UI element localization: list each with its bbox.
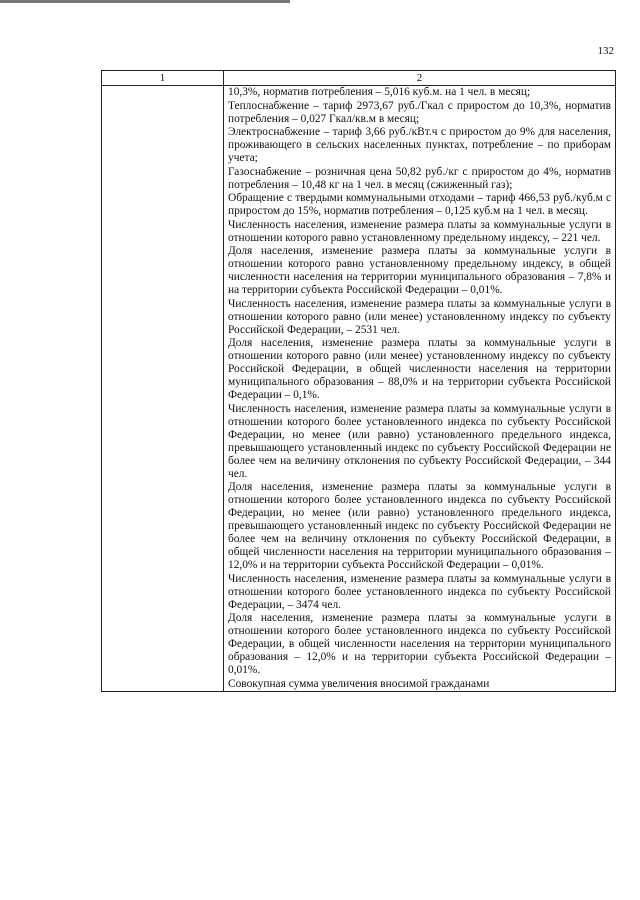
document-table	[101, 70, 616, 692]
empty-cell	[102, 86, 224, 692]
paragraph-water-norm: 10,3%, норматив потребления – 5,016 куб.м. на 1 чел. в месяц;	[228, 86, 531, 98]
table-row	[102, 86, 616, 692]
paragraph-population-below-index: Численность населения, изменение размера платы за коммунальные услуги в отношении которого равно (или менее) установленному индексу по субъекту Российской Федерации, – 2531 чел.	[228, 297, 611, 336]
paragraph-population-above-index: Численность населения, изменение размера платы за коммунальные услуги в отношении которого более установленного индекса по субъекту Российской Федерации, – 3474 чел.	[228, 572, 611, 611]
paragraph-share-equal-limit: Доля населения, изменение размера платы за коммунальные услуги в отношении которого равно установленному предельному индексу, в общей численности населения на территории муниципального образования – 7,8% и на территории субъекта Российской Федерации – 0,01%.	[228, 245, 611, 296]
page-number: 132	[597, 45, 614, 57]
paragraph-total-increase: Совокупная сумма увеличения вносимой гражданами	[228, 677, 490, 690]
paragraph-share-below-index: Доля населения, изменение размера платы за коммунальные услуги в отношении которого равно (или менее) установленному индексу по субъекту Российской Федерации, в общей численности населения на территории муниципального образования – 88,0% и на территории субъекта Российской Федерации – 0,1%.	[228, 337, 611, 401]
content-cell	[224, 86, 616, 692]
paragraph-heating: Теплоснабжение – тариф 2973,67 руб./Гкал с приростом до 10,3%, норматив потребления – 0,027 Гкал/кв.м в месяц;	[228, 99, 611, 125]
paragraph-gas: Газоснабжение – розничная цена 50,82 руб./кг с приростом до 4%, норматив потребления – 10,48 кг на 1 чел. в месяц (сжиженный газ);	[228, 165, 611, 191]
paragraph-population-equal-limit: Численность населения, изменение размера платы за коммунальные услуги в отношении которого равно установленному предельному индексу, – 221 чел.	[228, 218, 611, 244]
top-rule	[0, 0, 290, 3]
column-header-2: 2	[224, 71, 616, 86]
paragraph-population-above-index-within-deviation: Численность населения, изменение размера платы за коммунальные услуги в отношении которого более установленного индекса по субъекту Российской Федерации, но менее (или равно) установленного предельного индекса, превышающего установленный индекс по субъекту Российской Федерации не более чем на величину отклонения по субъекту Российской Федерации, – 344 чел.	[228, 402, 611, 480]
paragraph-share-above-index-within-deviation: Доля населения, изменение размера платы за коммунальные услуги в отношении которого более установленного индекса по субъекту Российской Федерации, но менее (или равно) установленного предельного индекса, превышающего установленный индекс по субъекту Российской Федерации не более чем на величину отклонения по субъекту Российской Федерации, в общей численности населения на территории муниципального образования – 12,0% и на территории субъекта Российской Федерации – 0,01%.	[228, 481, 611, 571]
paragraph-electricity: Электроснабжение – тариф 3,66 руб./кВт.ч с приростом до 9% для населения, проживающего в сельских населенных пунктах, потребление – по приборам учета;	[228, 126, 611, 164]
column-header-1: 1	[102, 71, 224, 86]
cell-text	[228, 86, 611, 691]
paragraph-waste: Обращение с твердыми коммунальными отходами – тариф 466,53 руб./куб.м с приростом до 15%, норматив потребления – 0,125 куб.м на 1 чел. в месяц.	[228, 192, 611, 217]
table-header-row	[102, 71, 616, 86]
paragraph-share-above-index: Доля населения, изменение размера платы за коммунальные услуги в отношении которого более установленного индекса по субъекту Российской Федерации, в общей численности населения на территории муниципального образования – 12,0% и на территории субъекта Российской Федерации – 0,01%.	[228, 612, 611, 676]
